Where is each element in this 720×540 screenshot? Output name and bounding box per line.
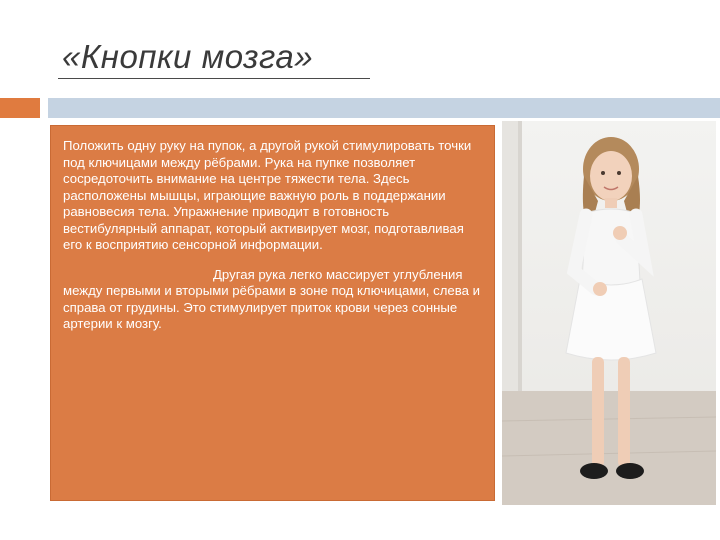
child-exercise-photo (502, 121, 716, 505)
paragraph-2-text: Другая рука легко массирует углубления между первыми и вторыми рёбрами в зоне под ключицами, слева и справа от грудины. Это стимулирует приток крови через сонные артерии к мозгу. (63, 266, 480, 331)
text-panel (50, 125, 495, 501)
divider-bar (48, 98, 720, 118)
paragraph-1: Положить одну руку на пупок, а другой рукой стимулировать точки под ключицами между рёбрами. Рука на пупке позволяет сосредоточить внимание на центре тяжести тела. Здесь расположены мышцы, играющие важную роль в поддержании равновесия тела. Упражнение приводит в готовность вестибулярный аппарат, который активирует мозг, подготавливая его к восприятию сенсорной информации. (63, 138, 472, 252)
slide-title: «Кнопки мозга» (62, 38, 314, 75)
child-illustration (502, 121, 716, 505)
accent-bar (0, 98, 40, 118)
title-underline (58, 78, 370, 79)
paragraph-2 (63, 267, 482, 333)
